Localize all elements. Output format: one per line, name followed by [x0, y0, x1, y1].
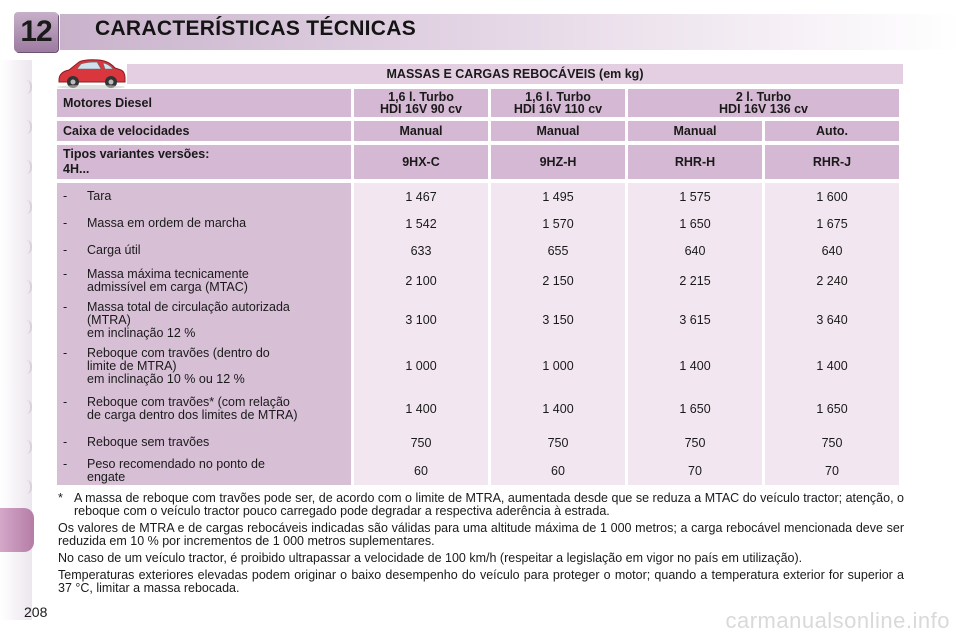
chapter-tab[interactable]: [0, 200, 32, 214]
row-label: - Massa máxima tecnicamente admissível em carga (MTAC): [57, 264, 351, 297]
chapter-tab[interactable]: [0, 120, 32, 134]
table-body: [57, 183, 899, 485]
chapter-tab[interactable]: [0, 400, 32, 414]
variants-row: [57, 145, 899, 179]
page-number: 208: [24, 604, 48, 620]
gearbox-cell: Manual: [354, 121, 488, 141]
row-value: 60: [491, 456, 625, 485]
row-value: 1 467: [354, 183, 488, 210]
chapter-badge: [14, 12, 58, 52]
row-value: 3 100: [354, 297, 488, 343]
row-value: 1 650: [765, 389, 899, 429]
footnote: [58, 492, 904, 518]
variant-cell: 9HX-C: [354, 145, 488, 179]
chapter-tab[interactable]: [0, 320, 32, 334]
engine-col: 1,6 l. Turbo HDI 16V 110 cv: [491, 89, 625, 117]
row-label: - Massa total de circulação autorizada (MTRA) em inclinação 12 %: [57, 297, 351, 343]
row-value: 3 640: [765, 297, 899, 343]
row-value: 1 650: [628, 210, 762, 237]
engine-label: Motores Diesel: [57, 89, 351, 117]
row-value: 1 575: [628, 183, 762, 210]
table-row: [57, 264, 899, 297]
gearbox-row: [57, 121, 899, 141]
row-value: 2 100: [354, 264, 488, 297]
row-label: - Reboque com travões (dentro do limite de MTRA) em inclinação 10 % ou 12 %: [57, 343, 351, 389]
engine-row: [57, 89, 899, 117]
chapter-tab[interactable]: [0, 480, 32, 494]
row-label: - Tara: [57, 183, 351, 210]
row-value: 1 400: [354, 389, 488, 429]
watermark: carmanualsonline.info: [725, 608, 950, 633]
row-value: 1 000: [491, 343, 625, 389]
note-paragraph: No caso de um veículo tractor, é proibido ultrapassar a velocidade de 100 km/h (respeitar a legislação em vigor no país em utilização).: [58, 551, 803, 565]
row-value: 1 650: [628, 389, 762, 429]
table-row: [57, 237, 899, 264]
table-row: [57, 389, 899, 429]
row-value: 2 240: [765, 264, 899, 297]
row-value: 750: [765, 429, 899, 456]
table-row: [57, 429, 899, 456]
note-paragraph: Temperaturas exteriores elevadas podem originar o baixo desempenho do veículo para proteger o motor; quando a temperatura exterior for superior a 37 °C, limitar a massa rebocada.: [58, 568, 904, 595]
table-row: [57, 456, 899, 485]
row-value: 1 400: [491, 389, 625, 429]
row-value: 1 542: [354, 210, 488, 237]
row-value: 1 570: [491, 210, 625, 237]
footnote-text: A massa de reboque com travões pode ser, de acordo com o limite de MTRA, aumentada desde que se reduza a MTAC do veículo tractor; atenção, o reboque com o veículo tractor pouco carregado pode degradar a respectiva aderência à estrada.: [74, 491, 904, 518]
chapter-number: 12: [20, 15, 52, 48]
variant-cell: 9HZ-H: [491, 145, 625, 179]
chapter-tab-active[interactable]: [0, 508, 34, 552]
chapter-tab[interactable]: [0, 160, 32, 174]
variant-cell: RHR-J: [765, 145, 899, 179]
engine-col: 2 l. Turbo HDI 16V 136 cv: [628, 89, 899, 117]
chapter-tab[interactable]: [0, 280, 32, 294]
chapter-tab[interactable]: [0, 240, 32, 254]
row-value: 1 400: [765, 343, 899, 389]
notes: [58, 492, 904, 599]
row-value: 750: [491, 429, 625, 456]
row-value: 3 615: [628, 297, 762, 343]
car-icon: [55, 56, 127, 90]
row-value: 2 215: [628, 264, 762, 297]
chapter-tab[interactable]: [0, 360, 32, 374]
footnote-star: *: [58, 491, 63, 505]
chapter-tab[interactable]: [0, 80, 32, 94]
row-value: 1 400: [628, 343, 762, 389]
mass-table: [54, 89, 902, 485]
page-title: CARACTERÍSTICAS TÉCNICAS: [95, 17, 417, 40]
row-value: 1 000: [354, 343, 488, 389]
variant-cell: RHR-H: [628, 145, 762, 179]
variants-label: Tipos variantes versões: 4H...: [57, 145, 351, 179]
gearbox-cell: Manual: [628, 121, 762, 141]
table-title: MASSAS E CARGAS REBOCÁVEIS (em kg): [127, 64, 903, 84]
table-row: [57, 183, 899, 210]
engine-col: 1,6 l. Turbo HDI 16V 90 cv: [354, 89, 488, 117]
row-value: 655: [491, 237, 625, 264]
gearbox-label: Caixa de velocidades: [57, 121, 351, 141]
row-value: 750: [354, 429, 488, 456]
row-value: 633: [354, 237, 488, 264]
row-value: 3 150: [491, 297, 625, 343]
table-row: [57, 343, 899, 389]
row-label: - Carga útil: [57, 237, 351, 264]
row-label: - Reboque sem travões: [57, 429, 351, 456]
row-value: 60: [354, 456, 488, 485]
row-value: 640: [765, 237, 899, 264]
table-row: [57, 297, 899, 343]
row-label: - Massa em ordem de marcha: [57, 210, 351, 237]
row-value: 70: [628, 456, 762, 485]
row-value: 2 150: [491, 264, 625, 297]
row-value: 1 495: [491, 183, 625, 210]
row-value: 750: [628, 429, 762, 456]
gearbox-cell: Manual: [491, 121, 625, 141]
row-value: 70: [765, 456, 899, 485]
row-label: - Peso recomendado no ponto de engate: [57, 456, 351, 485]
note-paragraph: Os valores de MTRA e de cargas rebocáveis indicadas são válidas para uma altitude máxima de 1 000 metros; a carga rebocável mencionada deve ser reduzida em 10 % por incrementos de 1 000 metros suplementares.: [58, 521, 904, 548]
gearbox-cell: Auto.: [765, 121, 899, 141]
row-label: - Reboque com travões* (com relação de carga dentro dos limites de MTRA): [57, 389, 351, 429]
row-value: 1 675: [765, 210, 899, 237]
row-value: 640: [628, 237, 762, 264]
table-row: [57, 210, 899, 237]
row-value: 1 600: [765, 183, 899, 210]
chapter-tab[interactable]: [0, 440, 32, 454]
